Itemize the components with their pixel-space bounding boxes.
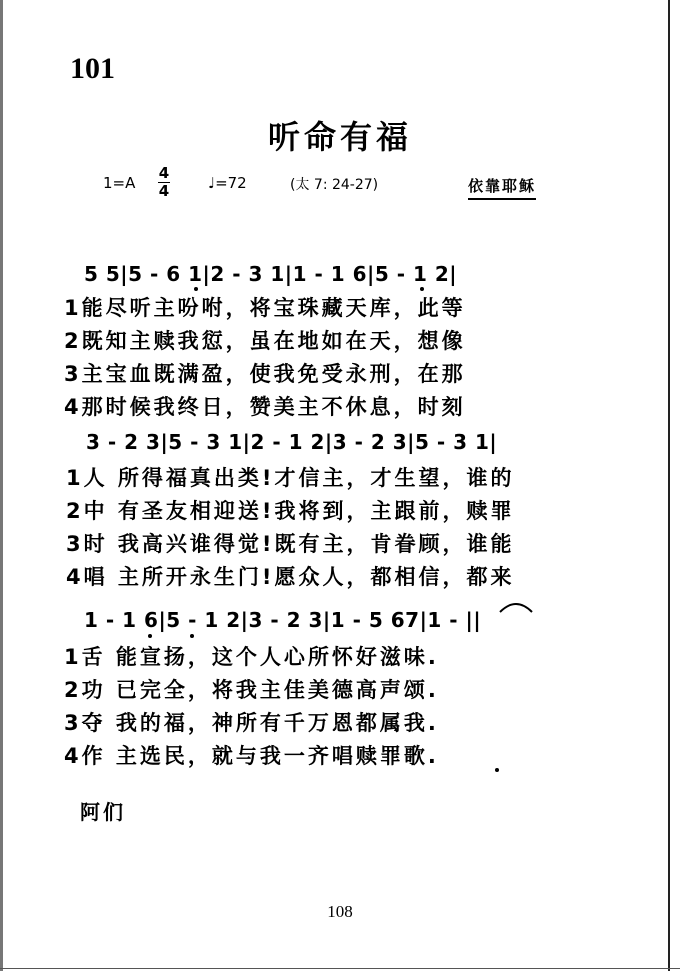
system-3-verse-1: 1舌 能宣扬，这个人心所怀好滋味. <box>64 645 439 669</box>
system-1-verse-2: 2既知主赎我愆，虽在地如在天，想像 <box>64 329 466 353</box>
time-signature-bottom: 4 <box>158 182 170 200</box>
system-1-verse-1: 1能尽听主吩咐，将宝珠藏天库，此等 <box>64 296 466 320</box>
key-signature: 1=A <box>103 174 136 192</box>
hymn-number: 101 <box>70 52 115 85</box>
system-2-verse-2: 2中 有圣友相迎送!我将到，主跟前，赎罪 <box>66 499 515 523</box>
amen: 阿们 <box>80 800 126 824</box>
octave-dot <box>495 768 499 772</box>
system-1-verse-3: 3主宝血既满盈，使我免受永刑，在那 <box>64 362 466 386</box>
system-1-verse-4: 4那时候我终日，赞美主不休息，时刻 <box>64 395 466 419</box>
system-3-verse-2: 2功 已完全，将我主佳美德高声颂. <box>64 678 439 702</box>
time-signature <box>157 165 171 200</box>
tempo-marking: ♩=72 <box>208 174 247 192</box>
slur-mark <box>498 598 534 614</box>
system-3-verse-4: 4作 主选民，就与我一齐唱赎罪歌. <box>64 744 439 768</box>
scan-edge-bottom <box>0 968 680 969</box>
system-2-notes: 3 - 2 3|5 - 3 1|2 - 1 2|3 - 2 3|5 - 3 1| <box>86 430 498 454</box>
system-2-verse-4: 4唱 主所开永生门!愿众人，都相信，都来 <box>66 565 515 589</box>
time-signature-top: 4 <box>158 164 170 182</box>
octave-dot <box>148 634 152 638</box>
hymn-title: 听命有福 <box>267 118 412 156</box>
scripture-reference: (太 7: 24-27) <box>290 177 379 193</box>
octave-dot <box>194 287 198 291</box>
system-2-verse-1: 1人 所得福真出类!才信主，才生望，谁的 <box>66 466 515 490</box>
system-1-notes: 5 5|5 - 6 1|2 - 3 1|1 - 1 6|5 - 1 2| <box>84 262 458 286</box>
system-2-verse-3: 3时 我高兴谁得觉!既有主，肯眷顾，谁能 <box>66 532 515 556</box>
octave-dot <box>190 634 194 638</box>
tune-name: 依靠耶稣 <box>468 175 536 200</box>
octave-dot <box>420 287 424 291</box>
page-number: 108 <box>327 902 353 921</box>
system-3-verse-3: 3夺 我的福，神所有千万恩都属我. <box>64 711 439 735</box>
system-3-notes: 1 - 1 6|5 - 1 2|3 - 2 3|1 - 5 67|1 - || <box>84 608 482 632</box>
